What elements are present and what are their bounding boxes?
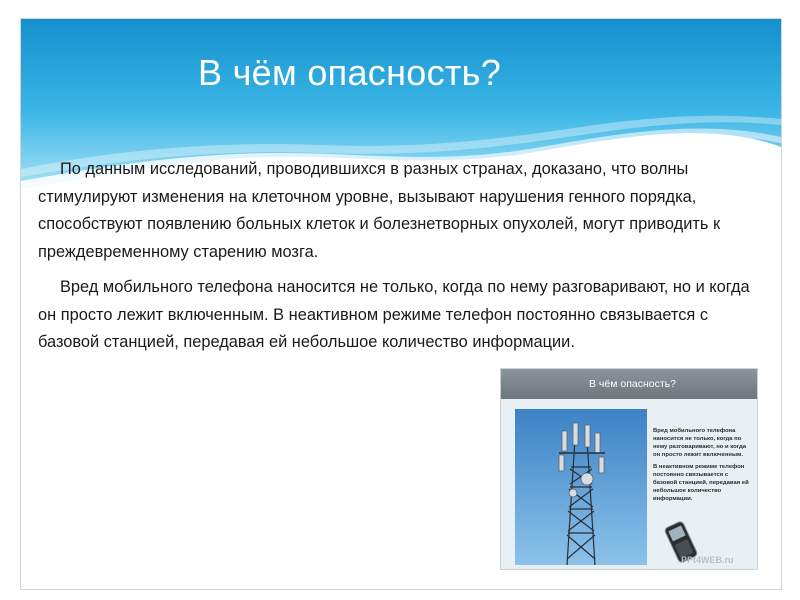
cell-tower-icon	[515, 409, 647, 565]
thumbnail-paragraph: Вред мобильного телефона наносится не только, когда по нему разговаривают, но и когда он просто лежит включенным.	[653, 428, 747, 458]
slide-body	[38, 156, 763, 365]
thumbnail-watermark: PPt4WEB.ru	[681, 555, 734, 565]
thumbnail-title: В чём опасность?	[589, 378, 676, 390]
thumbnail-paragraph: В неактивном режиме телефон постоянно связывается с базовой станцией, передавая ей небольшое количество информации.	[653, 464, 749, 502]
slide-thumbnail-image	[500, 368, 758, 570]
thumbnail-text	[653, 427, 753, 507]
body-paragraph: По данным исследований, проводившихся в разных странах, доказано, что волны стимулируют изменения на клеточном уровне, вызывают нарушения генного порядка, способствуют появлению больных клеток и болезнетворных опухолей, могут приводить к преждевременному старению мозга.	[38, 160, 721, 261]
body-paragraph: Вред мобильного телефона наносится не только, когда по нему разговаривают, но и когда он просто лежит включенным. В неактивном режиме телефон постоянно связывается с базовой станцией, передавая ей небольшое количество информации.	[38, 278, 750, 351]
slide-title: В чём опасность?	[198, 52, 502, 93]
